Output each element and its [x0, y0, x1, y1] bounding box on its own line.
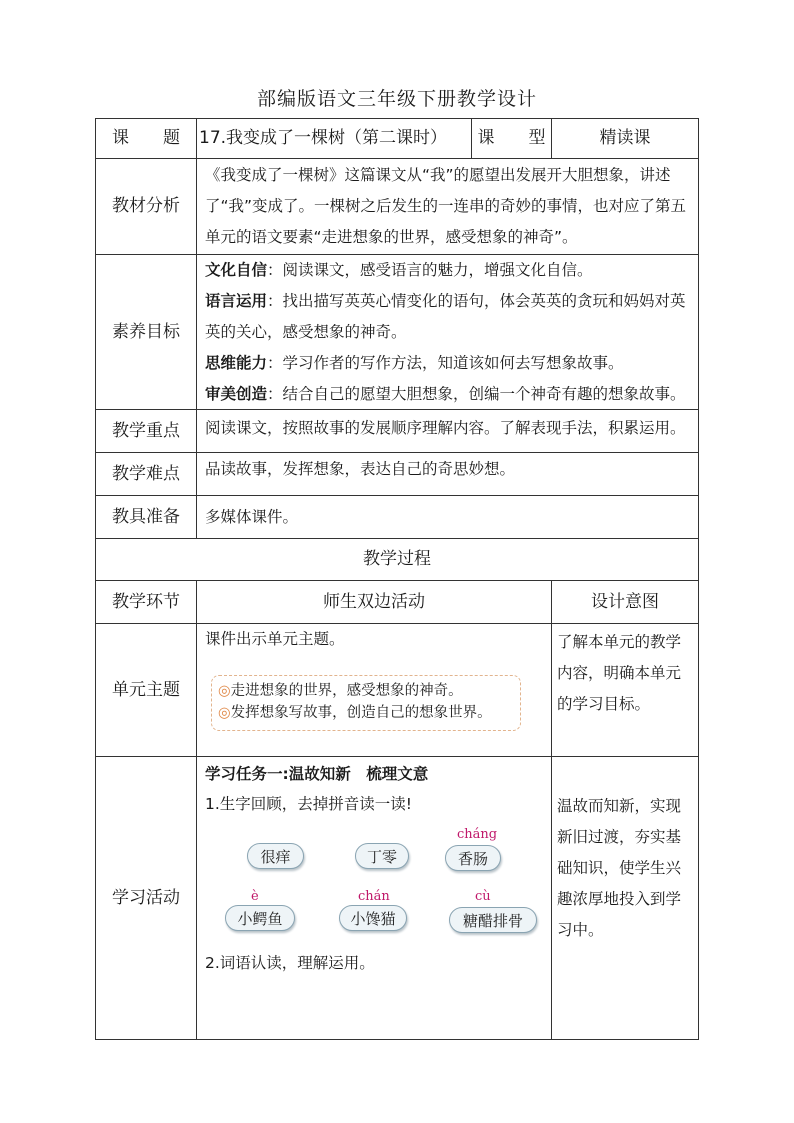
word-card: 丁零	[355, 843, 409, 869]
step-one: 1.生字回顾，去掉拼音读一读!	[205, 795, 413, 813]
header-stage: 教学环节	[112, 591, 180, 612]
unit-theme-box	[211, 675, 521, 731]
goals-label: 素养目标	[112, 321, 180, 342]
materials-label: 教具准备	[112, 506, 180, 527]
analysis-text: 《我变成了一棵树》这篇课文从“我”的愿望出发展开大胆想象，讲述了“我”变成了。一棵树之后发生的一连串的奇妙的事情，也对应了第五单元的语文要素“走进想象的世界，感受想象的神奇”。	[205, 166, 687, 246]
word-card: 很痒	[247, 843, 304, 869]
goals-list	[197, 255, 698, 409]
theme-line	[218, 680, 520, 702]
learning-label: 学习活动	[112, 887, 180, 908]
learning-intent: 温故而知新，实现新旧过渡，夯实基础知识，使学生兴趣浓厚地投入到学习中。	[557, 797, 682, 939]
key-points-label: 教学重点	[112, 420, 180, 441]
materials-text: 多媒体课件。	[205, 508, 299, 526]
pinyin-chang: cháng	[457, 827, 498, 842]
word-card: 小鳄鱼	[225, 905, 295, 931]
table-rule	[551, 580, 552, 1040]
step-two: 2.词语认读，理解运用。	[205, 954, 375, 972]
word-card: 小馋猫	[339, 905, 407, 931]
document-title: 部编版语文三年级下册教学设计	[256, 88, 537, 110]
goal-text: ：结合自己的愿望大胆想象，创编一个神奇有趣的想象故事。	[267, 385, 686, 403]
goal-text: ：找出描写英英心情变化的语句，体会英英的贪玩和妈妈对英英的关心，感受想象的神奇。	[205, 292, 686, 341]
process-title: 教学过程	[363, 549, 431, 569]
word-card: 香肠	[445, 845, 501, 871]
table-rule	[95, 1039, 699, 1040]
key-points-text: 阅读课文，按照故事的发展顺序理解内容。了解表现手法，积累运用。	[205, 419, 686, 437]
difficulties-text: 品读故事，发挥想象，表达自己的奇思妙想。	[205, 460, 516, 478]
unit-theme-label: 单元主题	[112, 679, 180, 700]
lesson-plan-table	[95, 118, 699, 1040]
unit-theme-intent: 了解本单元的教学内容，明确本单元的学习目标。	[557, 633, 682, 713]
course-label: 课 题	[112, 128, 180, 148]
circle-marker-icon: ◎	[218, 705, 231, 721]
goal-key: 语言运用	[205, 292, 268, 310]
goal-item	[205, 379, 690, 410]
analysis-label: 教材分析	[112, 196, 180, 216]
goal-item	[205, 255, 690, 286]
course-value: 17.我变成了一棵树（第二课时）	[199, 128, 448, 148]
unit-theme-intro: 课件出示单元主题。	[205, 630, 345, 648]
pinyin-e: è	[251, 889, 259, 904]
word-card: 糖醋排骨	[449, 907, 537, 933]
header-activity: 师生双边活动	[323, 591, 425, 612]
goal-key: 思维能力	[205, 354, 268, 372]
goal-item	[205, 348, 690, 379]
goal-text: ：学习作者的写作方法，知道该如何去写想象故事。	[267, 354, 624, 372]
pinyin-chan: chán	[358, 889, 390, 904]
goal-key: 审美创造	[205, 385, 268, 403]
type-label: 课 型	[477, 128, 546, 148]
header-intent: 设计意图	[591, 591, 659, 612]
goal-text: ：阅读课文，感受语言的魅力，增强文化自信。	[267, 261, 593, 279]
goal-key: 文化自信	[205, 261, 268, 279]
theme-text: 发挥想象写故事，创造自己的想象世界。	[230, 705, 492, 721]
theme-text: 走进想象的世界，感受想象的神奇。	[230, 683, 463, 699]
goal-item	[205, 286, 690, 348]
task-title: 学习任务一:温故知新 梳理文意	[205, 765, 429, 783]
pinyin-cu: cù	[475, 889, 491, 904]
theme-line	[218, 702, 520, 724]
table-rule	[698, 118, 699, 1040]
difficulties-label: 教学难点	[112, 463, 180, 484]
type-value: 精读课	[599, 128, 651, 148]
circle-marker-icon: ◎	[218, 683, 231, 699]
